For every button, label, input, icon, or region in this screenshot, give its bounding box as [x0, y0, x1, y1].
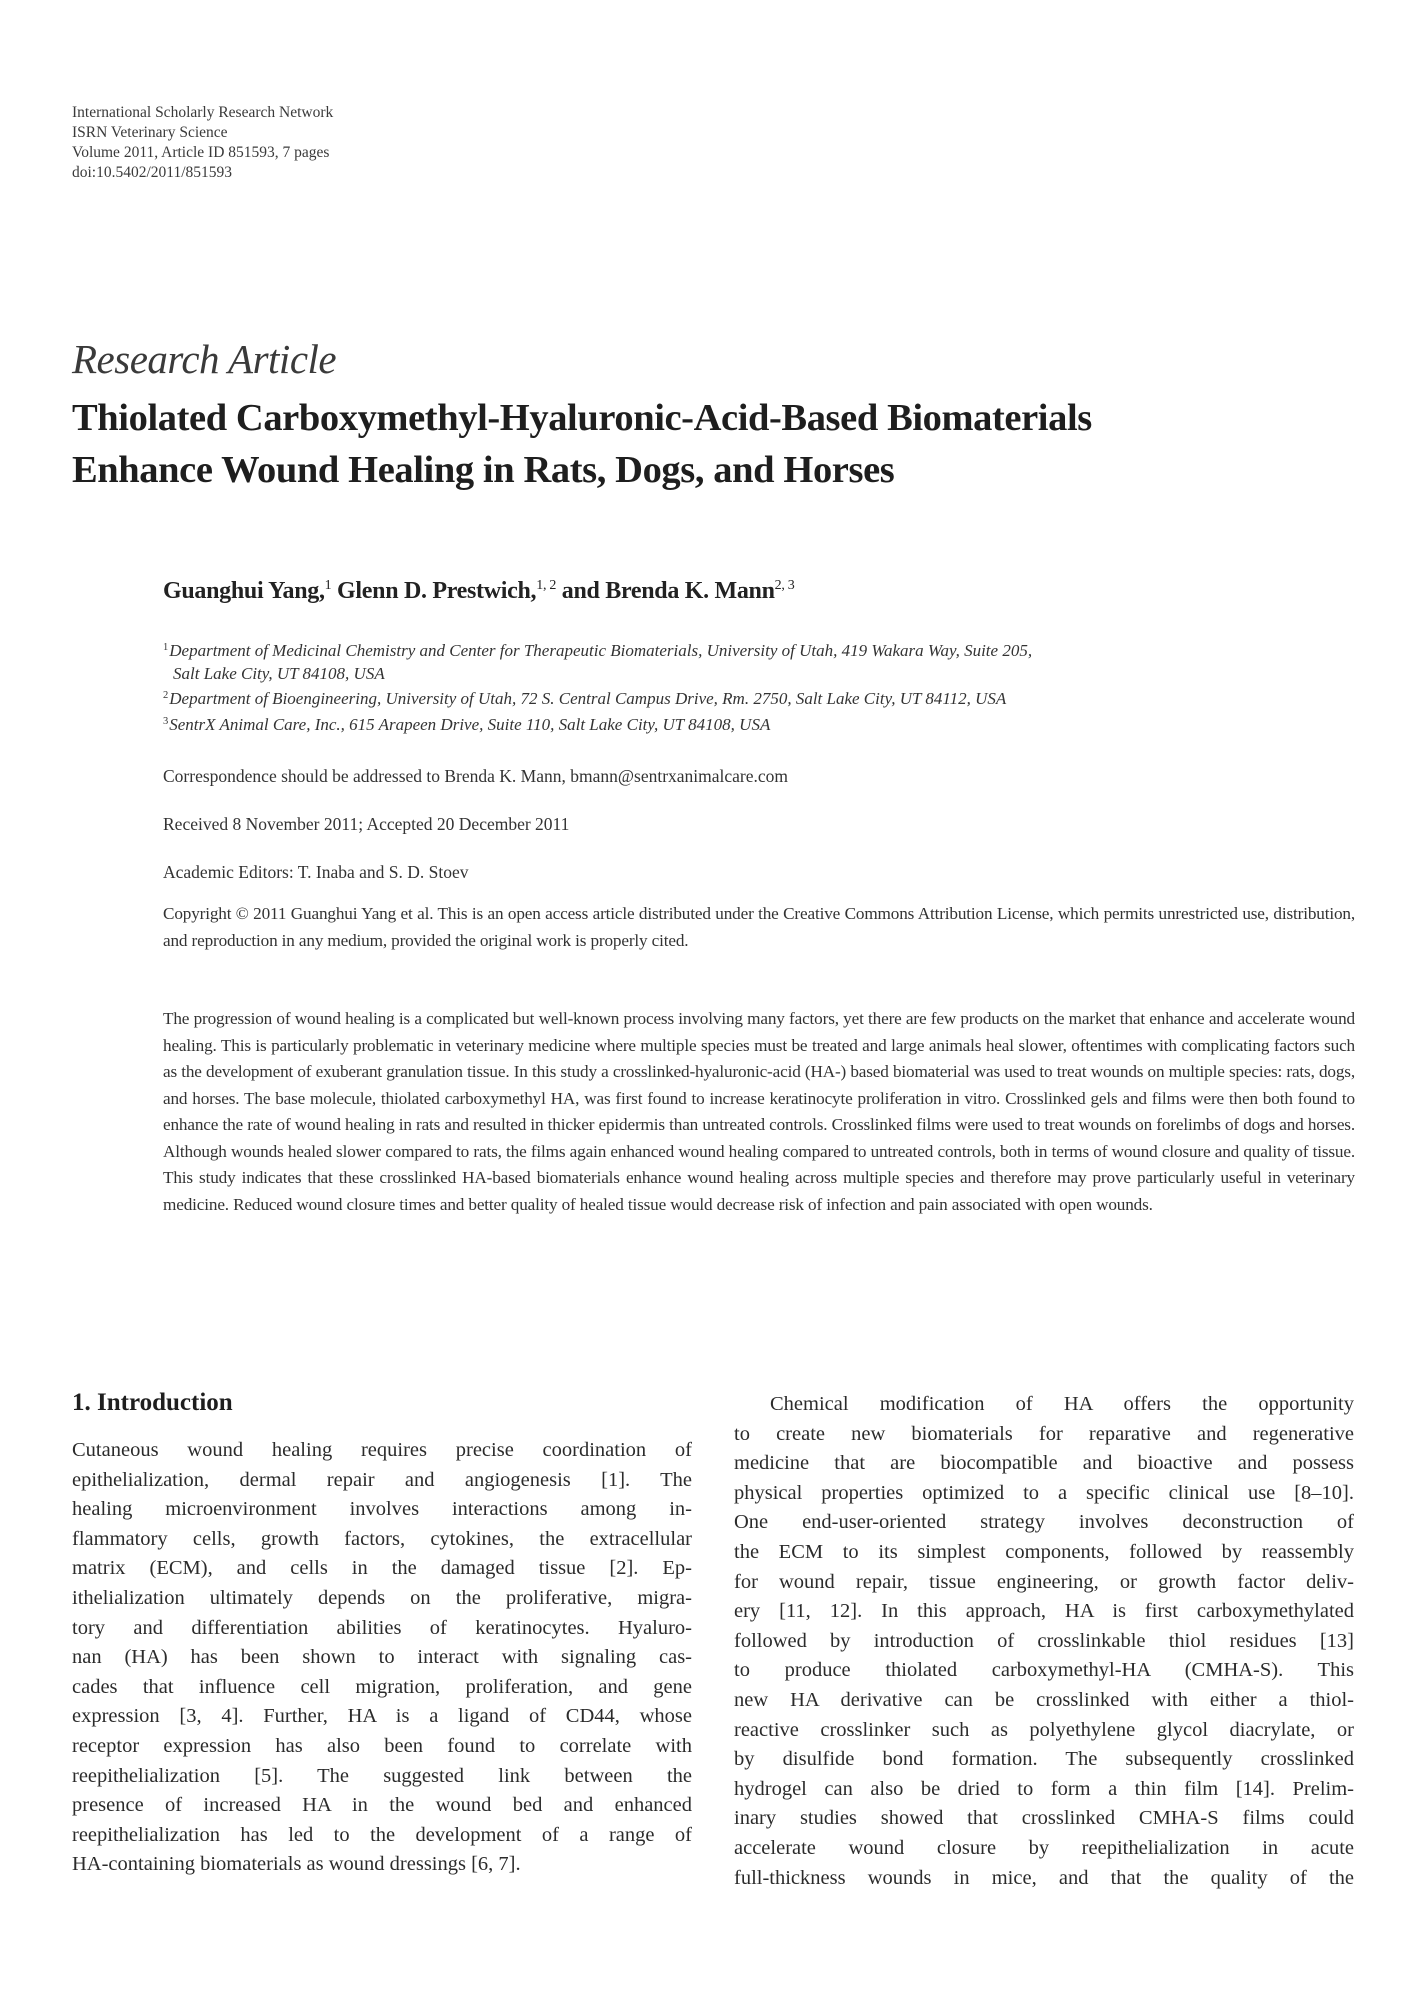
doi[interactable]: doi:10.5402/2011/851593 [72, 164, 233, 181]
body-text-line: HA-containing biomaterials as wound dressings [6, 7]. [72, 1853, 521, 1876]
academic-editors: Academic Editors: T. Inaba and S. D. Stoev [163, 862, 469, 882]
body-text-line: reepithelialization has led to the development of a range of [72, 1823, 692, 1846]
journal-network: International Scholarly Research Network [72, 104, 334, 121]
author-affil-marker: 2, 3 [774, 578, 795, 593]
body-text-line: ery [11, 12]. In this approach, HA is first carboxymethylated [734, 1600, 1354, 1623]
body-text-line: Chemical modification of HA offers the opportunity [770, 1393, 1354, 1415]
body-text-line: One end-user-oriented strategy involves deconstruction of [734, 1511, 1354, 1534]
affiliation-text: Salt Lake City, UT 84108, USA [173, 663, 385, 683]
body-text-line: the ECM to its simplest components, followed by reassembly [734, 1540, 1354, 1563]
affiliation-text: SentrX Animal Care, Inc., 615 Arapeen Drive, Suite 110, Salt Lake City, UT 84108, USA [169, 714, 771, 734]
body-text-line: expression [3, 4]. Further, HA is a ligand of CD44, whose [72, 1705, 692, 1728]
body-text-line: healing microenvironment involves interactions among in- [72, 1498, 692, 1521]
correspondence-text: Correspondence should be addressed to Brenda K. Mann, [163, 766, 571, 786]
body-text-line: reepithelialization [5]. The suggested link between the [72, 1764, 692, 1787]
title-line: Enhance Wound Healing in Rats, Dogs, and Horses [72, 449, 895, 491]
affiliations [163, 637, 1353, 736]
author-name: Guanghui Yang, [163, 578, 325, 604]
article-type: Research Article [72, 336, 337, 382]
affiliation-2 [163, 685, 1353, 711]
body-text-line: Cutaneous wound healing requires precise coordination of [72, 1439, 692, 1461]
volume-info: Volume 2011, Article ID 851593, 7 pages [72, 144, 330, 161]
article-title [72, 392, 1372, 496]
affiliation-text: Department of Bioengineering, University of Utah, 72 S. Central Campus Drive, Rm. 2750, Salt Lake City, UT 84112, USA [169, 689, 1007, 708]
section-heading-introduction: 1. Introduction [72, 1389, 233, 1416]
body-text-line: nan (HA) has been shown to interact with signaling cas- [72, 1646, 692, 1669]
body-text-line: cades that influence cell migration, proliferation, and gene [72, 1675, 692, 1698]
affiliation-text: Department of Medicinal Chemistry and Center for Therapeutic Biomaterials, University of Utah, 419 Wakara Way, Suite 205, [169, 641, 1033, 660]
correspondence-email[interactable]: bmann@sentrxanimalcare.com [570, 766, 789, 786]
body-text-line: tory and differentiation abilities of keratinocytes. Hyaluro- [72, 1616, 692, 1639]
author-affil-marker: 1 [324, 578, 332, 593]
body-text-line: epithelialization, dermal repair and angiogenesis [1]. The [72, 1468, 692, 1491]
author-list [163, 578, 794, 605]
affiliation-3 [163, 711, 1353, 737]
body-text-line: hydrogel can also be dried to form a thin film [14]. Prelim- [734, 1777, 1354, 1800]
affiliation-1-continued [163, 663, 1353, 686]
body-text-line: ithelialization ultimately depends on the proliferative, migra- [72, 1586, 692, 1609]
body-text-line: to create new biomaterials for reparative and regenerative [734, 1422, 1354, 1445]
body-text-line: presence of increased HA in the wound bed and enhanced [72, 1794, 692, 1817]
body-text-line: to produce thiolated carboxymethyl-HA (CMHA-S). This [734, 1659, 1354, 1682]
introduction-left-column [72, 1436, 692, 1880]
body-text-line: followed by introduction of crosslinkable thiol residues [13] [734, 1629, 1354, 1652]
affiliation-1 [163, 637, 1353, 663]
body-text-line: matrix (ECM), and cells in the damaged tissue [2]. Ep- [72, 1557, 692, 1580]
journal-header [72, 103, 333, 183]
title-line: Thiolated Carboxymethyl-Hyaluronic-Acid-Based Biomaterials [72, 397, 1092, 439]
introduction-right-column [734, 1390, 1354, 1893]
journal-name: ISRN Veterinary Science [72, 124, 228, 141]
abstract: The progression of wound healing is a complicated but well-known process involving many factors, yet there are few products on the market that enhance and accelerate wound healing. This is particularly problematic in veterinary medicine where multiple species must be treated and large animals heal slower, oftentimes with complicating factors such as the development of exuberant granulation tissue. In this study a crosslinked-hyaluronic-acid (HA-) based biomaterial was used to treat wounds on multiple species: rats, dogs, and horses. The base molecule, thiolated carboxymethyl HA, was first found to increase keratinocyte proliferation in vitro. Crosslinked gels and films were then both found to enhance the rate of wound healing in rats and resulted in thicker epidermis than untreated controls. Crosslinked films were used to treat wounds on forelimbs of dogs and horses. Although wounds healed slower compared to rats, the films again enhanced wound healing compared to untreated controls, both in terms of wound closure and quality of tissue. This study indicates that these crosslinked HA-based biomaterials enhance wound healing across multiple species and therefore may prove particularly useful in veterinary medicine. Reduced wound closure times and better quality of healed tissue would decrease risk of infection and pain associated with open wounds. [163, 1009, 1355, 1214]
affiliation-number: 2 [163, 690, 169, 701]
body-text-line: for wound repair, tissue engineering, or growth factor deliv- [734, 1570, 1354, 1593]
body-text-line: by disulfide bond formation. The subsequently crosslinked [734, 1748, 1354, 1771]
body-text-line: accelerate wound closure by reepithelialization in acute [734, 1836, 1354, 1859]
body-text-line: reactive crosslinker such as polyethylene glycol diacrylate, or [734, 1718, 1354, 1741]
author-affil-marker: 1, 2 [536, 578, 557, 593]
affiliation-number: 3 [163, 715, 169, 727]
correspondence [163, 766, 788, 787]
body-text-line: receptor expression has also been found to correlate with [72, 1734, 692, 1757]
body-text-line: new HA derivative can be crosslinked with either a thiol- [734, 1688, 1354, 1711]
affiliation-number: 1 [163, 642, 169, 653]
received-accepted-dates: Received 8 November 2011; Accepted 20 December 2011 [163, 814, 570, 834]
body-text-line: physical properties optimized to a specific clinical use [8–10]. [734, 1481, 1354, 1504]
author-name: and Brenda K. Mann [556, 578, 775, 604]
body-text-line: medicine that are biocompatible and bioactive and possess [734, 1452, 1354, 1475]
body-text-line: full-thickness wounds in mice, and that the quality of the [734, 1866, 1354, 1889]
author-name: Glenn D. Prestwich, [331, 578, 537, 604]
body-text-line: flammatory cells, growth factors, cytokines, the extracellular [72, 1527, 692, 1550]
body-text-line: inary studies showed that crosslinked CMHA-S films could [734, 1807, 1354, 1830]
copyright-notice: Copyright © 2011 Guanghui Yang et al. This is an open access article distributed under the Creative Commons Attribution License, which permits unrestricted use, distribution, and reproduction in any medium, provided the original work is properly cited. [163, 904, 1355, 950]
